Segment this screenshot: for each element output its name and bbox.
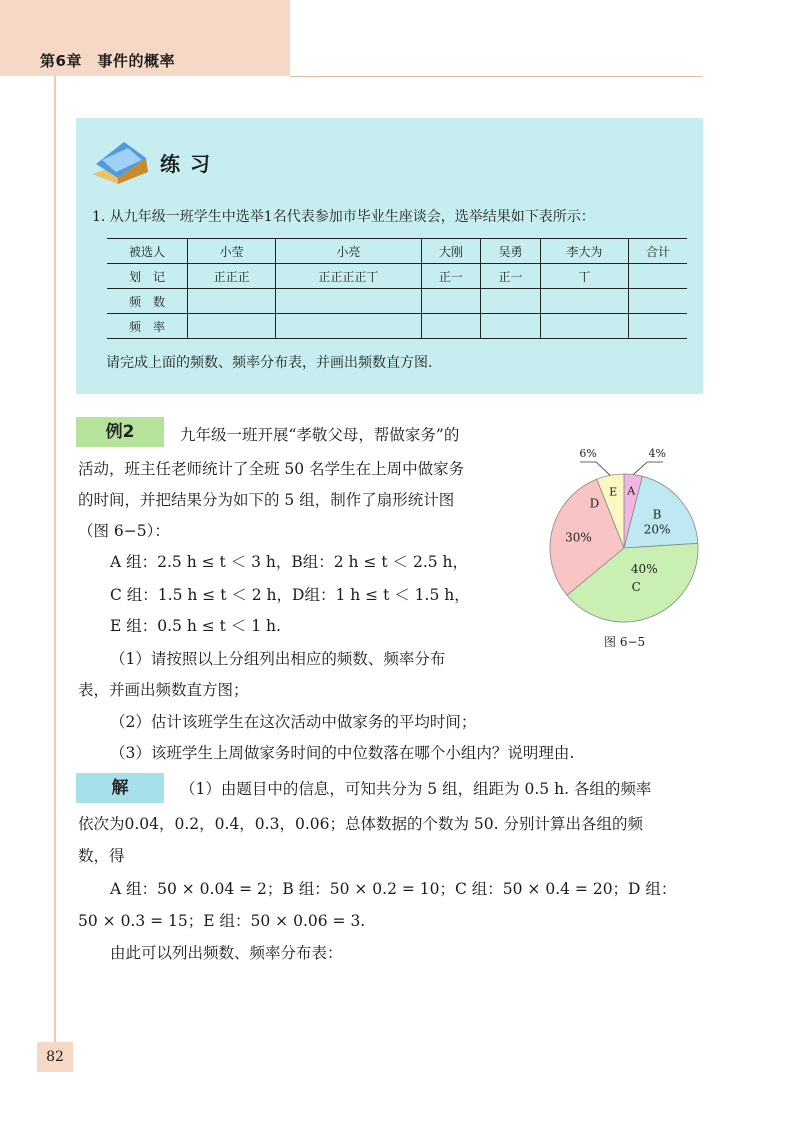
chapter-title: 第6章 事件的概率 [40,52,175,70]
table-cell [629,314,687,339]
example-line: 活动，班主任老师统计了全班 50 名学生在上周中做家务 [78,460,465,478]
practice-title: 练习 [160,152,220,176]
table-row [107,264,687,289]
table-header-row [107,239,687,264]
pie-category-label: D [589,496,600,511]
example-line: （2）估计该班学生在这次活动中做家务的平均时间； [110,713,477,731]
pie-percent-label: 40% [630,561,658,576]
example-line: （3）该班学生上周做家务时间的中位数落在哪个小组内？说明理由. [110,744,575,762]
book-icon [88,134,152,186]
table-cell: 正正正正丅 [276,264,421,289]
table-cell: 小莹 [188,239,276,264]
table-cell: 吴勇 [481,239,541,264]
practice-box [76,118,703,394]
pie-category-label: A [627,484,636,498]
example-line: 表，并画出频数直方图； [78,681,249,699]
table-row [107,289,687,314]
pie-category-label: C [631,579,641,594]
example-line: （1）请按照以上分组列出相应的频数、频率分布 [110,650,446,668]
page-number: 82 [37,1042,73,1072]
example-line: 九年级一班开展“孝敬父母，帮做家务”的 [180,426,460,444]
example-tag: 例2 [76,417,164,447]
table-cell: 合计 [629,239,687,264]
example-line: （图 6−5）： [78,522,170,540]
table-cell [481,314,541,339]
table-cell: 大刚 [421,239,481,264]
pie-percent-label: 20% [643,522,671,537]
vote-table [107,238,687,339]
question-1-instruction: 请完成上面的频数、频率分布表，并画出频数直方图. [106,355,433,371]
example-line: A 组：2.5 h ≤ t ＜ 3 h，B组：2 h ≤ t ＜ 2.5 h， [110,553,469,571]
pie-leader-line [633,462,663,475]
example-line: 的时间，并把结果分为如下的 5 组，制作了扇形统计图 [78,491,455,509]
table-cell [481,289,541,314]
solution-line: A 组：50 × 0.04 = 2；B 组：50 × 0.2 = 10；C 组：50 × 0.4 = 20；D 组： [110,880,677,898]
pie-percent-label: 4% [648,447,667,460]
table-cell: 划 记 [107,264,188,289]
table-cell: 小亮 [276,239,421,264]
example-line: E 组：0.5 h ≤ t ＜ 1 h. [110,617,281,635]
table-row [107,314,687,339]
pie-percent-label: 6% [579,447,597,460]
table-cell: 频 数 [107,289,188,314]
solution-line: 数，得 [78,847,125,865]
table-cell: 正一 [421,264,481,289]
table-cell [188,289,276,314]
table-cell [276,289,421,314]
table-cell: 丅 [540,264,628,289]
header-rule [290,76,702,77]
margin-rule [54,76,56,1046]
pie-percent-label: 30% [565,530,592,545]
solution-line: 50 × 0.3 = 15；E 组：50 × 0.06 = 3. [78,912,366,930]
solution-line: 依次为0.04，0.2，0.4，0.3，0.06；总体数据的个数为 50. 分别计算出各组的频 [78,815,643,833]
figure-caption: 图 6−5 [604,635,646,649]
table-cell [188,314,276,339]
pie-leader-line [580,462,610,475]
table-cell: 正正正 [188,264,276,289]
table-cell: 李大为 [540,239,628,264]
solution-line: 由此可以列出频数、频率分布表： [110,944,343,962]
pie-category-label: B [652,507,662,522]
table-cell [629,289,687,314]
example-line: C 组：1.5 h ≤ t ＜ 2 h，D组：1 h ≤ t ＜ 1.5 h， [110,586,470,604]
solution-tag: 解 [76,773,164,803]
question-1: 1. 从九年级一班学生中选举1名代表参加市毕业生座谈会，选举结果如下表所示： [92,209,595,225]
solution-line: （1）由题目中的信息，可知共分为 5 组，组距为 0.5 h. 各组的频率 [180,780,652,798]
table-cell [421,289,481,314]
table-cell: 被选人 [107,239,188,264]
table-cell [540,314,628,339]
table-cell [629,264,687,289]
table-cell [421,314,481,339]
table-cell [276,314,421,339]
pie-chart [548,432,704,652]
table-cell [540,289,628,314]
table-cell: 正一 [481,264,541,289]
pie-category-label: E [609,485,618,499]
table-cell: 频 率 [107,314,188,339]
